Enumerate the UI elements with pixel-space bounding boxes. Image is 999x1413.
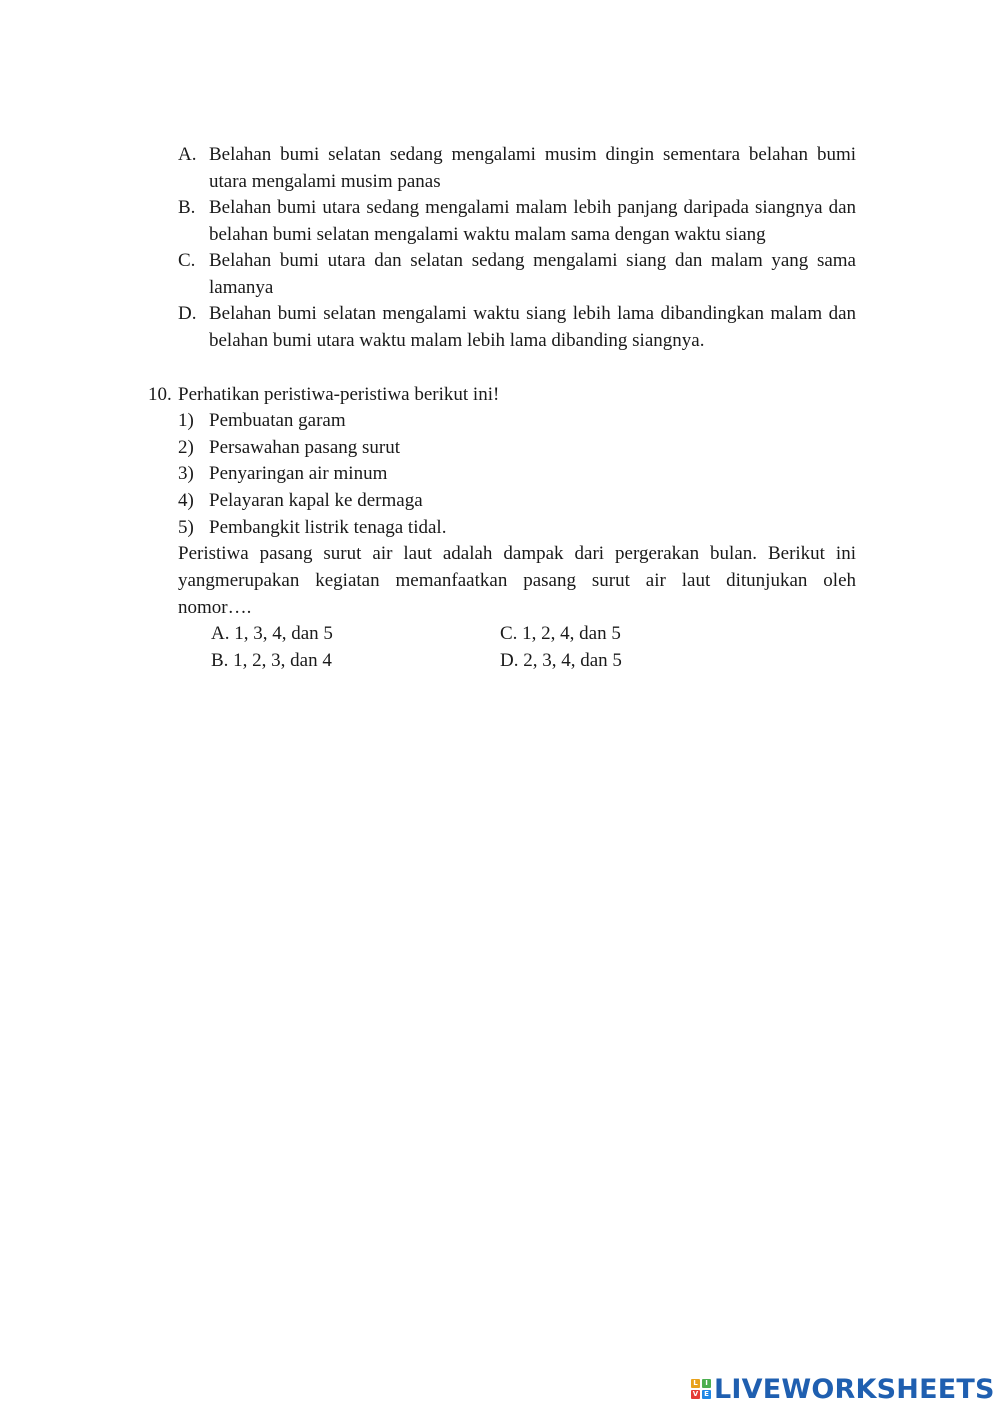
list-item bbox=[178, 435, 400, 462]
option-letter: C. bbox=[178, 250, 196, 271]
list-number: 3) bbox=[178, 463, 194, 484]
option-text: Belahan bumi selatan mengalami waktu siang lebih lama dibandingkan malam dan belahan bumi utara waktu malam lebih lama dibanding siangnya. bbox=[209, 303, 856, 351]
list-number: 2) bbox=[178, 437, 194, 458]
list-text: Pelayaran kapal ke dermaga bbox=[209, 490, 423, 511]
q9-option-c bbox=[178, 248, 856, 301]
list-text: Pembuatan garam bbox=[209, 410, 346, 431]
list-number: 1) bbox=[178, 410, 194, 431]
logo-mark-tile: V bbox=[692, 1390, 699, 1398]
logo-mark-icon bbox=[691, 1379, 711, 1399]
list-item bbox=[178, 461, 387, 488]
option-text: Belahan bumi utara dan selatan sedang mengalami siang dan malam yang sama lamanya bbox=[209, 250, 856, 298]
logo-mark-tile: L bbox=[691, 1379, 700, 1388]
logo-mark-tile: E bbox=[702, 1390, 711, 1399]
liveworksheets-logo bbox=[691, 1373, 995, 1405]
answer-option-d: D. 2, 3, 4, dan 5 bbox=[500, 650, 622, 671]
list-text: Penyaringan air minum bbox=[209, 463, 388, 484]
q9-option-b bbox=[178, 195, 856, 248]
paragraph-line: Peristiwa pasang surut air laut adalah dampak dari pergerakan bulan. Berikut ini bbox=[178, 543, 856, 564]
list-item bbox=[178, 488, 423, 515]
question-number: 10. bbox=[148, 384, 172, 405]
list-item bbox=[178, 515, 446, 542]
paragraph-line: nomor…. bbox=[178, 596, 252, 618]
q9-option-d bbox=[178, 301, 856, 354]
option-letter: A. bbox=[178, 144, 197, 165]
question-stem: Perhatikan peristiwa-peristiwa berikut ini! bbox=[178, 384, 500, 405]
answer-option-c: C. 1, 2, 4, dan 5 bbox=[500, 623, 621, 644]
option-letter: B. bbox=[178, 197, 196, 218]
list-text: Persawahan pasang surut bbox=[209, 437, 401, 458]
list-number: 4) bbox=[178, 490, 194, 511]
logo-mark-tile: I bbox=[702, 1379, 711, 1388]
question-paragraph bbox=[178, 541, 856, 621]
list-text: Pembangkit listrik tenaga tidal. bbox=[209, 517, 447, 538]
logo-text: LIVEWORKSHEETS bbox=[714, 1373, 995, 1405]
list-item bbox=[178, 408, 346, 435]
paragraph-line: yangmerupakan kegiatan memanfaatkan pasang surut air laut ditunjukan oleh bbox=[178, 569, 856, 591]
option-text: Belahan bumi selatan sedang mengalami musim dingin sementara belahan bumi utara mengalami musim panas bbox=[209, 144, 856, 192]
option-text: Belahan bumi utara sedang mengalami malam lebih panjang daripada siangnya dan belahan bumi selatan mengalami waktu malam sama dengan waktu siang bbox=[209, 197, 856, 245]
option-letter: D. bbox=[178, 303, 197, 324]
list-number: 5) bbox=[178, 517, 194, 538]
answer-option-a: A. 1, 3, 4, dan 5 bbox=[211, 623, 333, 644]
answer-option-b: B. 1, 2, 3, dan 4 bbox=[211, 650, 332, 671]
q9-option-a bbox=[178, 142, 856, 195]
